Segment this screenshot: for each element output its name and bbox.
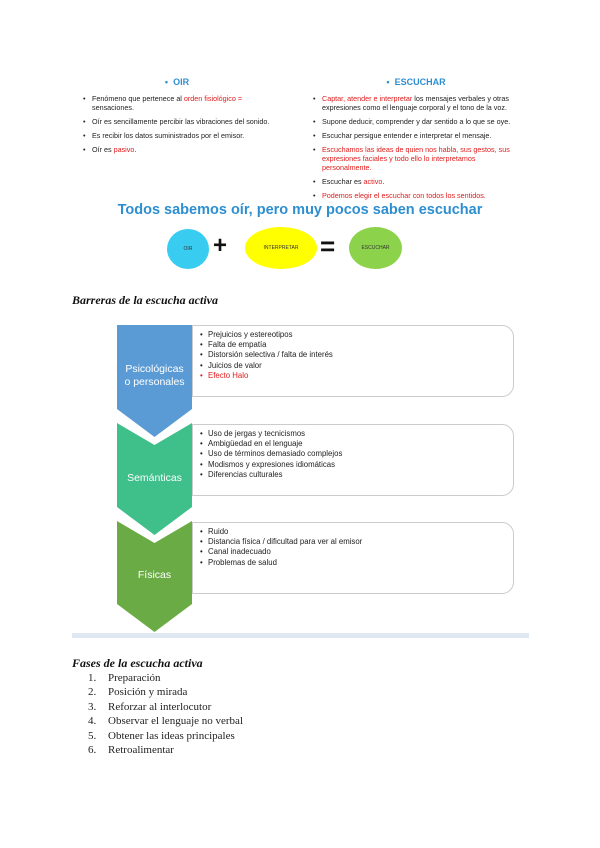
barrier-item: • Juicios de valor	[208, 361, 513, 371]
barrier-item: • Falta de empatía	[208, 340, 513, 350]
list-item: 6. Retroalimentar	[88, 744, 174, 757]
fases-list	[88, 671, 243, 757]
barrier-item: • Ruido	[208, 527, 513, 537]
barrier-box-psicologicas	[192, 325, 514, 397]
chevron-label: Psicológicas	[125, 363, 184, 375]
list-item: 2. Posición y mirada	[88, 686, 188, 699]
oir-item: • Oír es sencillamente percibir las vibraciones del sonido.	[92, 117, 272, 126]
barrier-box-fisicas	[192, 522, 514, 594]
barreras-title: Barreras de la escucha activa	[72, 293, 218, 307]
escuchar-column	[312, 78, 520, 205]
barrier-item: • Canal inadecuado	[208, 547, 513, 557]
oir-item: • Es recibir los datos suministrados por el emisor.	[92, 131, 272, 140]
barrier-item: • Modismos y expresiones idiomáticas	[208, 460, 513, 470]
escuchar-oval: ESCUCHAR	[349, 227, 402, 269]
escuchar-item: • Escuchar es activo.	[322, 177, 520, 186]
oir-title: • OIR	[164, 77, 190, 87]
headline: Todos sabemos oír, pero muy pocos saben escuchar	[117, 202, 483, 218]
escuchar-item: • Supone deducir, comprender y dar sentido a lo que se oye.	[322, 117, 520, 126]
plus-sign: +	[213, 232, 228, 259]
escuchar-item: • Escuchar persigue entender e interpretar el mensaje.	[322, 131, 520, 140]
escuchar-item: • Escuchamos las ideas de quien nos habla, sus gestos, sus expresiones faciales y todo ello lo interpretamos personalmente.	[322, 145, 520, 172]
barrier-item: • Diferencias culturales	[208, 470, 513, 480]
barrier-item: • Distorsión selectiva / falta de interés	[208, 350, 513, 360]
oir-oval: OIR	[167, 229, 209, 269]
barrier-item: • Problemas de salud	[208, 558, 513, 568]
barrier-item: • Efecto Halo	[208, 371, 513, 381]
list-item: 3. Reforzar al interlocutor	[88, 700, 212, 713]
chevron-label: Semánticas	[127, 472, 182, 484]
chevron-semanticas	[117, 423, 192, 535]
list-item: 5. Obtener las ideas principales	[88, 729, 235, 742]
chevron-label: Físicas	[137, 569, 172, 581]
barrier-item: • Ambigüedad en el lenguaje	[208, 439, 513, 449]
barrier-item: • Uso de jergas y tecnicismos	[208, 429, 513, 439]
list-item: 4. Observar el lenguaje no verbal	[88, 715, 243, 728]
barrier-item: • Prejuicios y estereotipos	[208, 330, 513, 340]
oir-list	[82, 94, 272, 154]
escuchar-list	[312, 94, 520, 200]
escuchar-title: • ESCUCHAR	[386, 77, 446, 87]
chevron-fisicas	[117, 521, 192, 632]
divider	[72, 633, 529, 638]
barrier-item: • Distancia física / dificultad para ver al emisor	[208, 537, 513, 547]
oir-item: • Fenómeno que pertenece al orden fisiológico = sensaciones.	[92, 94, 272, 112]
chevron-label: o personales	[124, 376, 185, 388]
barrier-item: • Uso de términos demasiado complejos	[208, 449, 513, 459]
escuchar-item: • Podemos elegir el escuchar con todos los sentidos.	[322, 191, 520, 200]
fases-title: Fases de la escucha activa	[72, 656, 203, 670]
interpretar-oval: INTERPRETAR	[245, 227, 317, 269]
oir-column	[82, 78, 272, 159]
list-item: 1. Preparación	[88, 672, 161, 684]
oir-item: • Oír es pasivo.	[92, 145, 272, 154]
escuchar-item: • Captar, atender e interpretar los mensajes verbales y otras expresiones como el lenguaje corporal y el tono de la voz.	[322, 94, 520, 112]
chevron-psicologicas	[117, 325, 192, 437]
barrier-box-semanticas	[192, 424, 514, 496]
equals-sign: =	[320, 231, 336, 261]
